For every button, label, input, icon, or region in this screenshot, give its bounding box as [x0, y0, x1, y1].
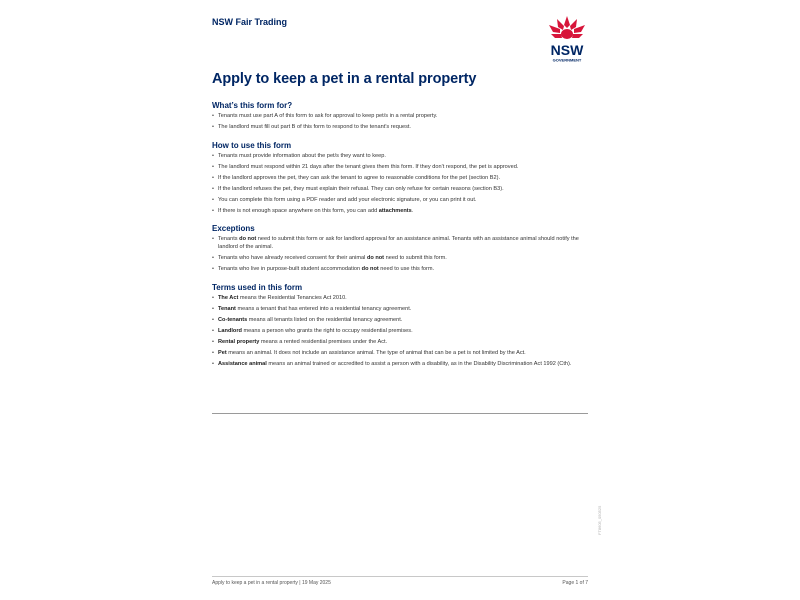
list-item: • The landlord must fill out part B of this form to respond to the tenant’s request. — [212, 124, 590, 132]
section-heading: How to use this form — [212, 140, 292, 150]
section-heading: What’s this form for? — [212, 101, 293, 110]
logo-text: NSW — [550, 42, 584, 58]
list-item — [212, 266, 590, 274]
item-text: means a person who grants the right to occupy residential premises. — [241, 327, 413, 334]
emphasis-text: Rental property — [218, 338, 260, 345]
form-code: FT8605_050525 — [597, 505, 602, 535]
item-text: means a tenant that has entered into a residential tenancy agreement. — [235, 305, 412, 312]
item-text: means the Residential Tenancies Act 2010. — [238, 294, 347, 301]
agency-name: NSW Fair Trading — [212, 17, 288, 27]
emphasis-text: do not — [361, 266, 379, 273]
item-text: . — [411, 207, 414, 214]
item-text: means an animal. It does not include an assistance animal. The type of animal that can be a pet is not limited by the Act. — [226, 349, 526, 356]
item-text: Tenants — [218, 236, 240, 243]
bullet-list — [212, 236, 590, 273]
list-item — [212, 317, 590, 325]
list-item — [212, 339, 590, 347]
list-item: • Tenants must provide information about the pet/s they want to keep. — [212, 153, 590, 161]
section-terms — [212, 283, 590, 369]
item-text: means a rented residential premises under the Act. — [259, 338, 388, 345]
list-item: • You can complete this form using a PDF reader and add your electronic signature, or you can print it out. — [212, 197, 590, 205]
list-item — [212, 328, 590, 336]
list-item: • If the landlord refuses the pet, they must explain their refusal. They can only refuse for certain reasons (section B3). — [212, 186, 590, 194]
item-text: means all tenants listed on the residential tenancy agreement. — [247, 316, 403, 323]
list-item — [212, 295, 590, 303]
emphasis-text: The Act — [218, 294, 239, 301]
emphasis-text: attachments — [378, 207, 412, 214]
list-item — [212, 350, 590, 358]
list-item — [212, 208, 590, 216]
emphasis-text: Landlord — [218, 327, 242, 334]
section-divider — [212, 413, 588, 414]
list-item — [212, 255, 590, 263]
item-text: need to submit this form or ask for landlord approval for an assistance animal. Tenants with an assistance animal should notify the landlord of the animal. — [218, 236, 579, 251]
section-how — [212, 141, 590, 216]
item-text: need to submit this form. — [384, 255, 447, 262]
logo-subtext: GOVERNMENT — [552, 57, 582, 63]
footer-title: Apply to keep a pet in a rental property | 19 May 2025 — [212, 580, 331, 586]
page-title: Apply to keep a pet in a rental property — [212, 71, 477, 87]
list-item: • If the landlord approves the pet, they can ask the tenant to agree to reasonable conditions for the pet (section B2). — [212, 175, 590, 183]
waratah-icon — [549, 16, 585, 39]
emphasis-text: Tenant — [218, 305, 236, 312]
list-item: • The landlord must respond within 21 days after the tenant gives them this form. If they don’t respond, the pet is approved. — [212, 164, 590, 172]
bullet-list — [212, 153, 590, 216]
list-item — [212, 236, 590, 251]
emphasis-text: Assistance animal — [218, 360, 267, 367]
footer-divider — [212, 576, 588, 577]
emphasis-text: Co-tenants — [218, 316, 248, 323]
item-text: Tenants who live in purpose-built student accommodation — [218, 266, 362, 273]
bullet-list — [212, 295, 590, 369]
list-item — [212, 306, 590, 314]
section-heading: Terms used in this form — [212, 282, 303, 292]
list-item: • Tenants must use part A of this form to ask for approval to keep pet/s in a rental property. — [212, 113, 590, 121]
page-number: Page 1 of 7 — [562, 580, 588, 586]
bullet-list — [212, 113, 590, 132]
emphasis-text: Pet — [218, 349, 227, 356]
emphasis-text: do not — [239, 236, 257, 243]
section-what — [212, 101, 590, 132]
nsw-government-logo — [545, 14, 589, 64]
item-text: If there is not enough space anywhere on this form, you can add — [218, 207, 379, 214]
section-heading: Exceptions — [212, 224, 255, 234]
section-exceptions — [212, 224, 590, 273]
item-text: means an animal trained or accredited to assist a person with a disability, as in the Disability Discrimination Act 1992 (Cth). — [266, 360, 572, 367]
emphasis-text: do not — [366, 255, 385, 262]
list-item — [212, 361, 590, 369]
item-text: Tenants who have already received consent for their animal — [218, 255, 367, 262]
item-text: need to use this form. — [378, 266, 435, 273]
form-intro — [212, 101, 590, 378]
